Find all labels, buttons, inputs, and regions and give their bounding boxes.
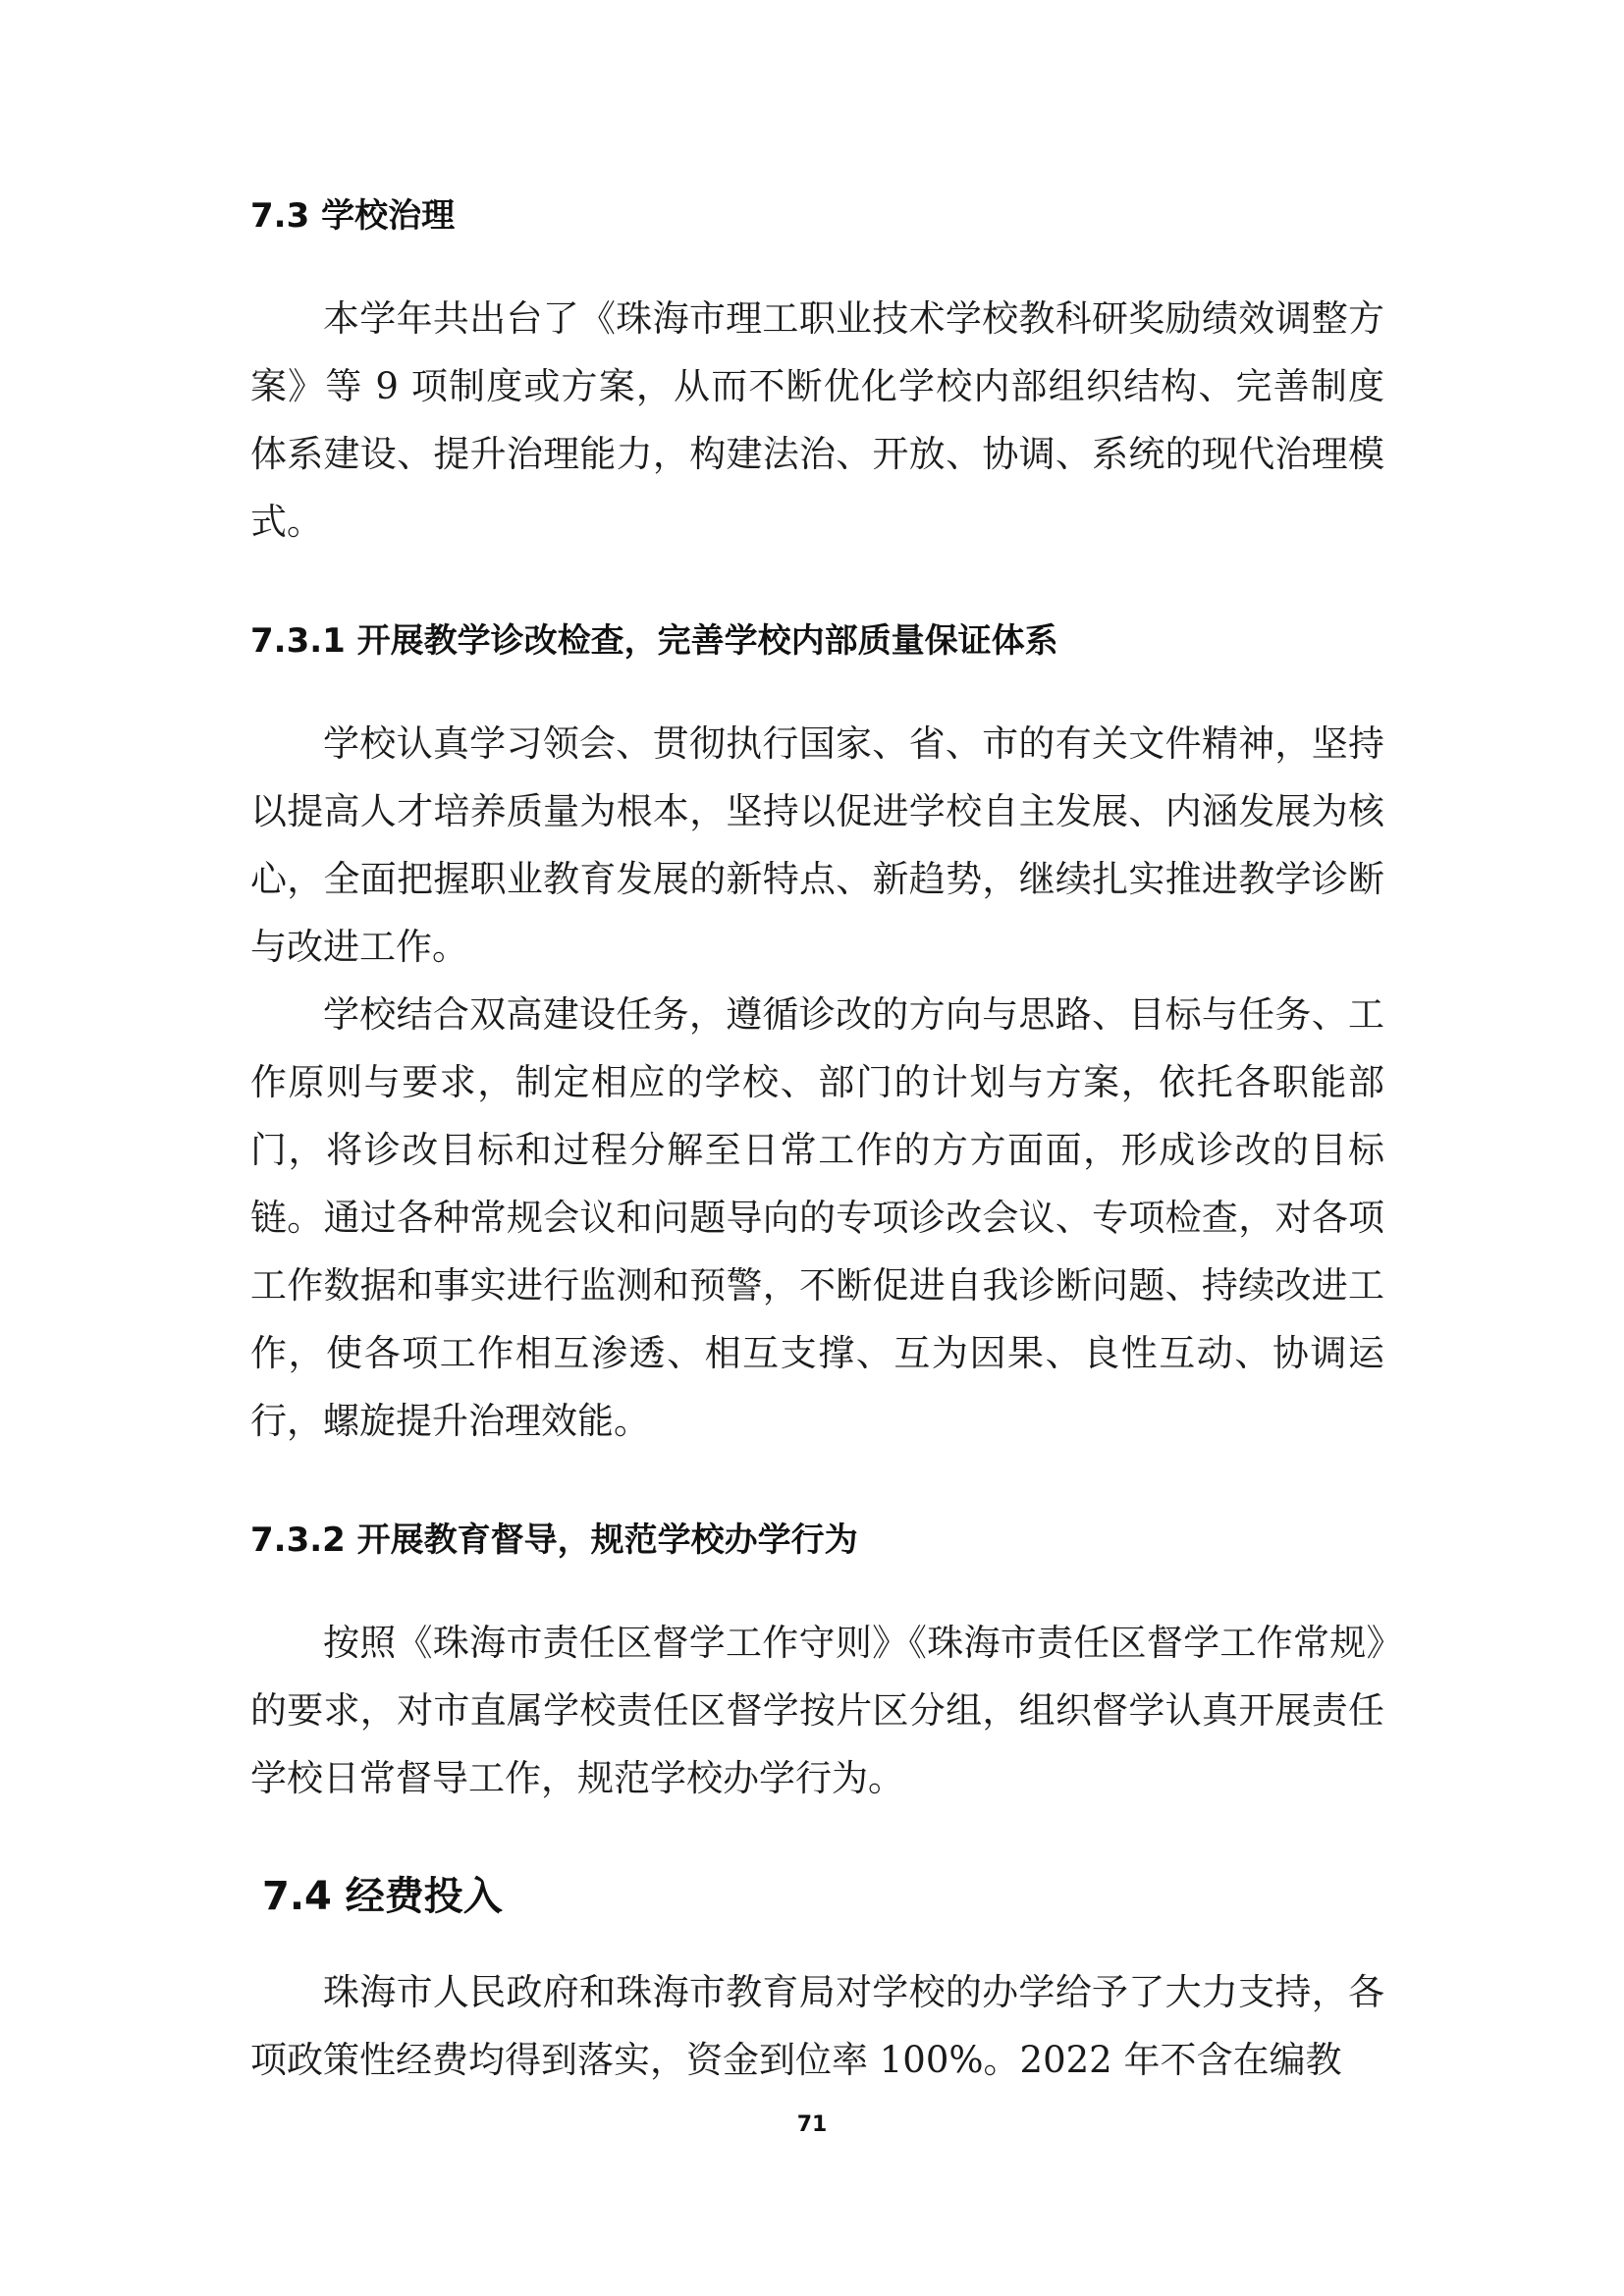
page-content [250, 192, 1384, 2094]
page-number: 71 [796, 2112, 828, 2137]
paragraph-7-3-2-a: 按照《珠海市责任区督学工作守则》《珠海市责任区督学工作常规》的要求，对市直属学校责任区督学按片区分组，组织督学认真开展责任学校日常督导工作，规范学校办学行为。 [250, 1622, 1384, 1799]
paragraph-7-3-1-a: 学校认真学习领会、贯彻执行国家、省、市的有关文件精神，坚持以提高人才培养质量为根本，坚持以促进学校自主发展、内涵发展为核心，全面把握职业教育发展的新特点、新趋势，继续扎实推进教学诊断与改进工作。 [250, 722, 1384, 968]
paragraph-7-4-a: 珠海市人民政府和珠海市教育局对学校的办学给予了大力支持，各项政策性经费均得到落实，资金到位率 100%。2022 年不含在编教 [250, 1971, 1384, 2081]
section-heading-7-4: 7.4 经费投入 [262, 1874, 503, 1919]
section-heading-7-3-1: 7.3.1 开展教学诊改检查，完善学校内部质量保证体系 [250, 621, 1058, 661]
paragraph-7-3-1: 本学年共出台了《珠海市理工职业技术学校教科研奖励绩效调整方案》等 9 项制度或方案，从而不断优化学校内部组织结构、完善制度体系建设、提升治理能力，构建法治、开放、协调、系统的现代治理模式。 [250, 297, 1384, 543]
paragraph-7-3-1-b: 学校结合双高建设任务，遵循诊改的方向与思路、目标与任务、工作原则与要求，制定相应的学校、部门的计划与方案，依托各职能部门，将诊改目标和过程分解至日常工作的方方面面，形成诊改的目标链。通过各种常规会议和问题导向的专项诊改会议、专项检查，对各项工作数据和事实进行监测和预警，不断促进自我诊断问题、持续改进工作，使各项工作相互渗透、相互支撑、互为因果、良性互动、协调运行，螺旋提升治理效能。 [250, 993, 1384, 1442]
section-heading-7-3-2: 7.3.2 开展教育督导，规范学校办学行为 [250, 1521, 858, 1560]
section-heading-7-3: 7.3 学校治理 [250, 196, 456, 236]
